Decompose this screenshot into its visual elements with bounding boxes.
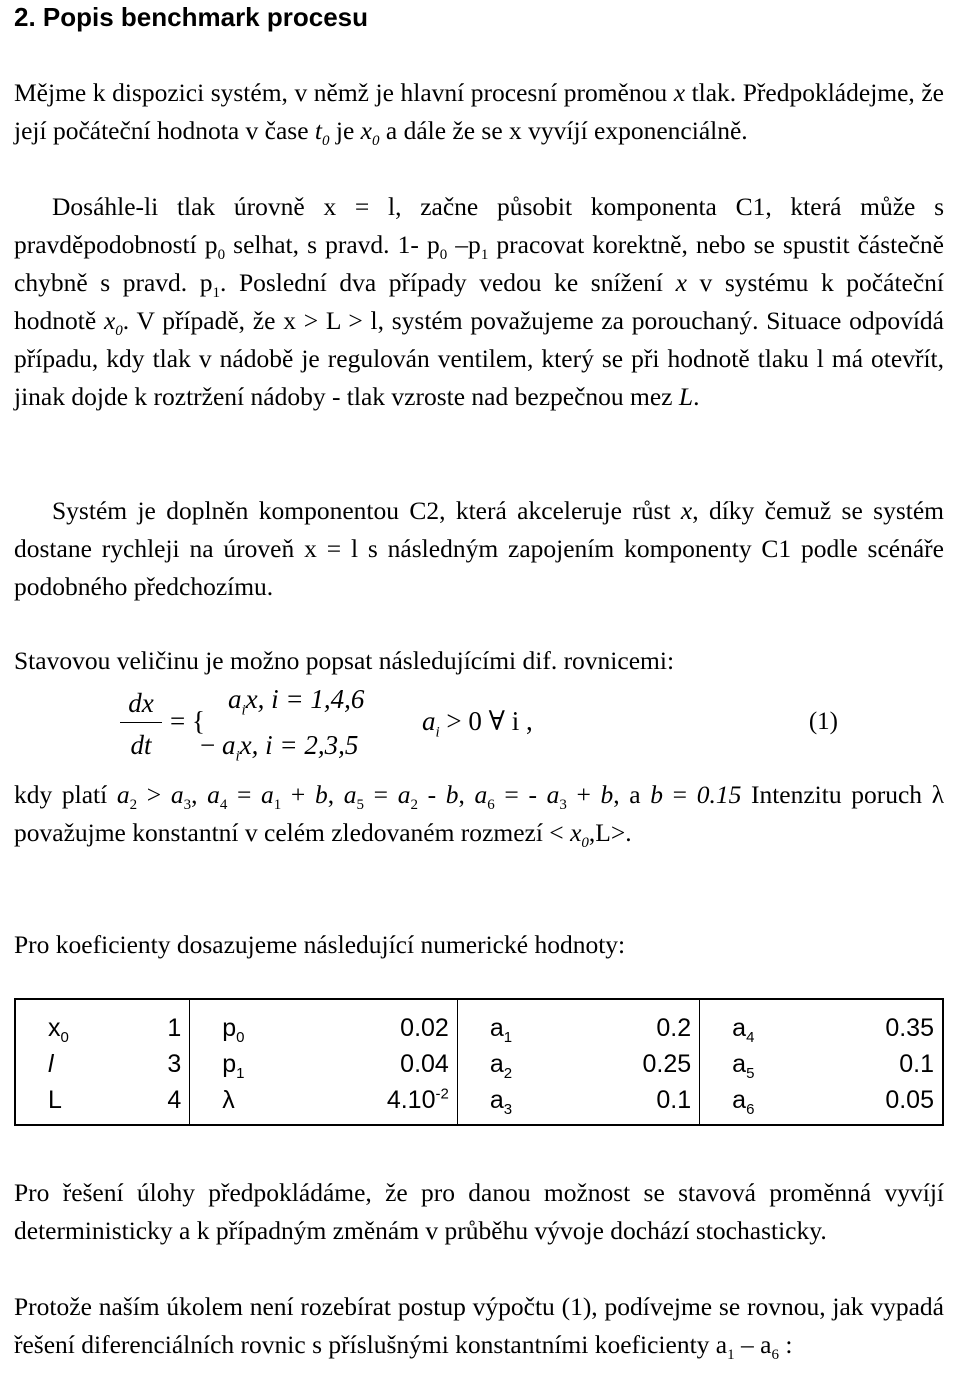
coefficient-table xyxy=(14,998,944,1126)
table-cell-name: $a_4$ xyxy=(732,1013,755,1046)
table-cell-name: $p_1$ xyxy=(222,1049,245,1082)
table-cell-name: λ xyxy=(222,1085,235,1114)
table-cell-value: 0.04 xyxy=(309,1046,458,1082)
table-cell-value: 1 xyxy=(132,999,190,1046)
table-cell-value: 4 xyxy=(132,1082,190,1125)
fraction-bar xyxy=(120,722,162,723)
equation-case-1: $a_ix$, i = 1,4,6 xyxy=(228,684,365,719)
paragraph-solution-assumption: Pro řešení úlohy předpokládáme, že pro danou možnost se stavová proměnná vyvíjí deterministicky a k případným změnám v průběhu vývoje dochází stochasticky. xyxy=(14,1178,944,1245)
table-cell-value: 0.25 xyxy=(576,1046,699,1082)
paragraph-intro: Mějme k dispozici systém, v němž je hlavní procesní proměnou x tlak. Předpokládejme, že její počáteční hodnota v čase $t_0$ je $x_0$ a dále že se x vyvíjí exponenciálně. xyxy=(14,78,944,150)
equals-brace: = { xyxy=(170,706,205,736)
table-cell-value: $4.10^{-2}$ xyxy=(309,1082,458,1125)
table-row xyxy=(15,1082,943,1125)
table-row xyxy=(15,1046,943,1082)
table-cell-name: $a_1$ xyxy=(489,1013,513,1046)
fraction-denominator: dt xyxy=(130,730,152,760)
paragraph-table-intro: Pro koeficienty dosazujeme následující numerické hodnoty: xyxy=(14,930,626,959)
equation-condition: $a_i > 0$ ∀ i , xyxy=(422,706,533,741)
table-cell-value: 3 xyxy=(132,1046,190,1082)
fraction-numerator: dx xyxy=(128,688,154,718)
paragraph-component-c1: Dosáhle-li tlak úrovně x = l, začne působit komponenta C1, která může s pravděpodobností $p_0$ selhat, s pravd. 1- $p_0$ $-p_1$ pracovat korektně, nebo se spustit částečně chybně s pravd. $p_1$. Poslední dva případy vedou ke snížení x v systému k počáteční hodnotě $x_0$. V případě, že x > L > l, systém považujeme za porouchaný. Situace odpovídá případu, kdy tlak v nádobě je regulován ventilem, který se při hodnotě tlaku l má otevřít, jinak dojde k roztržení nádoby - tlak vzroste nad bezpečnou mez L. xyxy=(14,192,944,411)
table-cell-name: $x_0$ xyxy=(48,1013,69,1046)
paragraph-component-c2: Systém je doplněn komponentou C2, která akceleruje růst x, díky čemuž se systém dostane rychleji na úroveň x = l s následným zapojením komponenty C1 podle scénáře podobného předchozímu. xyxy=(14,496,944,601)
paragraph-equation-intro: Stavovou veličinu je možno popsat následujícími dif. rovnicemi: xyxy=(14,646,675,675)
table-cell-name: L xyxy=(48,1085,62,1114)
table-cell-value: 0.02 xyxy=(309,999,458,1046)
table-cell-name: $a_2$ xyxy=(489,1049,513,1082)
table-cell-name: l xyxy=(48,1049,54,1078)
table-cell-value: 0.1 xyxy=(576,1082,699,1125)
table-cell-name: $a_5$ xyxy=(732,1049,755,1082)
equation-case-2: − $a_ix$, i = 2,3,5 xyxy=(200,730,359,765)
equation-number: (1) xyxy=(808,708,838,735)
paragraph-coefficient-relations: kdy platí $a_2 > a_3$, $a_4 = a_1 + b$, $a_5 = a_2 - b$, $a_6$ = - $a_3 + b$, a b = 0.15 Intenzitu poruch λ považujme konstantní v celém zledovaném rozmezí < $x_0,L>$. xyxy=(14,780,945,852)
table-cell-name: $a_3$ xyxy=(489,1085,513,1118)
table-cell-value: 0.35 xyxy=(885,1013,934,1042)
table-cell-value: 0.2 xyxy=(576,999,699,1046)
section-heading: 2. Popis benchmark procesu xyxy=(14,2,369,32)
table-cell-value: 0.1 xyxy=(899,1049,934,1078)
table-cell-value: 0.05 xyxy=(885,1085,934,1114)
differential-equation xyxy=(120,684,850,768)
table-row xyxy=(15,999,943,1046)
paragraph-solution-approach: Protože naším úkolem není rozebírat postup výpočtu (1), podívejme se rovnou, jak vypadá řešení diferenciálních rovnic s příslušnými konstantními koeficienty $a_1 - a_6$ : xyxy=(14,1292,944,1364)
table-cell-name: $a_6$ xyxy=(732,1085,755,1118)
table-cell-name: $p_0$ xyxy=(222,1013,245,1046)
